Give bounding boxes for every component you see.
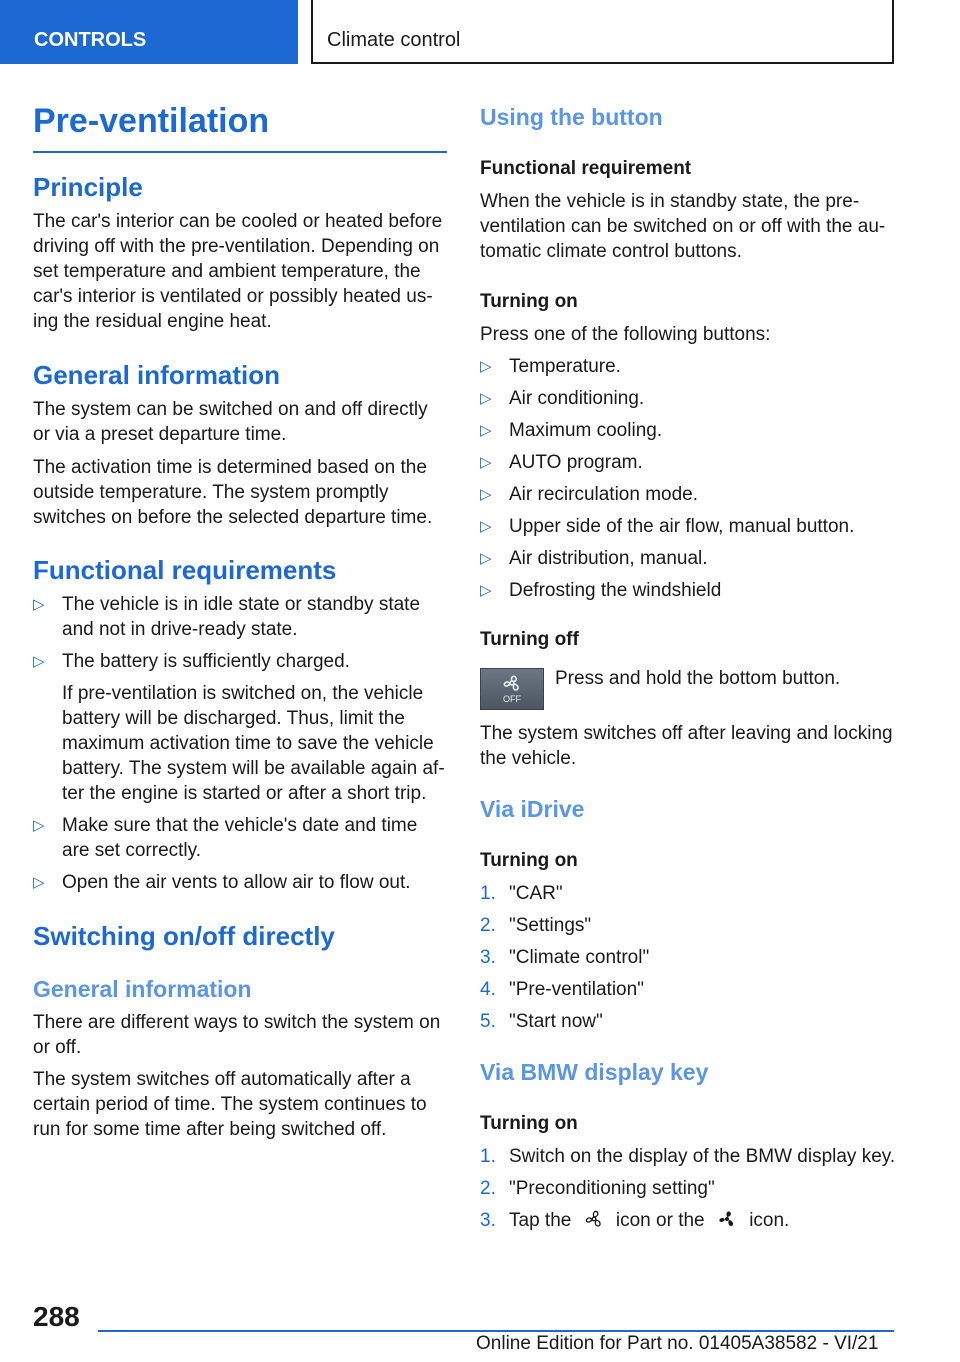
list-item xyxy=(480,482,900,507)
step-text: "Start now" xyxy=(509,1011,603,1032)
step-number: 3. xyxy=(480,947,496,968)
triangle-bullet-icon: ▷ xyxy=(480,390,492,407)
step-text: "Climate control" xyxy=(509,947,650,968)
edition-text: Online Edition for Part no. 01405A38582 - VI/21 xyxy=(476,1333,879,1354)
list-item xyxy=(33,870,447,895)
step-number: 1. xyxy=(480,883,496,904)
page-title: Pre-ventilation xyxy=(33,102,447,153)
triangle-bullet-icon: ▷ xyxy=(480,358,492,375)
list-item xyxy=(480,1176,900,1201)
list-item xyxy=(480,514,900,539)
step-text: Switch on the display of the BMW display key. xyxy=(509,1146,896,1167)
step-number: 1. xyxy=(480,1146,496,1167)
list-item-text: Air conditioning. xyxy=(509,388,645,409)
list-item xyxy=(480,354,900,379)
fan-filled-icon xyxy=(716,1208,738,1230)
triangle-bullet-icon: ▷ xyxy=(33,653,45,670)
step-text: "Preconditioning setting" xyxy=(509,1178,715,1199)
general-info-heading: General information xyxy=(33,360,281,390)
list-item-text: Air recirculation mode. xyxy=(509,484,699,505)
list-item-text: The vehicle is in idle state or standby state and not in drive-ready state. xyxy=(62,594,421,640)
triangle-bullet-icon: ▷ xyxy=(33,596,45,613)
list-item-text: Air distribution, manual. xyxy=(509,548,708,569)
turning-on-intro: Press one of the following buttons: xyxy=(480,324,771,345)
requirements-list xyxy=(33,592,447,902)
fan-off-button-icon xyxy=(480,668,544,710)
list-item xyxy=(480,881,900,906)
triangle-bullet-icon: ▷ xyxy=(480,550,492,567)
list-item xyxy=(480,418,900,443)
step-text: icon or the xyxy=(615,1210,705,1231)
turning-off-heading: Turning off xyxy=(480,629,579,650)
list-item xyxy=(480,578,900,603)
switching-p2: The system switches off automatically after a certain period of time. The system continues to run for some time after being switched off. xyxy=(33,1069,427,1140)
switching-p1: There are different ways to switch the system on or off. xyxy=(33,1012,441,1058)
chapter-header xyxy=(311,0,894,64)
triangle-bullet-icon: ▷ xyxy=(480,454,492,471)
triangle-bullet-icon: ▷ xyxy=(33,874,45,891)
list-item xyxy=(480,913,900,938)
turning-off-text: Press and hold the bottom button. xyxy=(555,668,841,689)
step-text: "CAR" xyxy=(509,883,563,904)
step-number: 4. xyxy=(480,979,496,1000)
list-item xyxy=(480,546,900,571)
list-item xyxy=(33,813,447,863)
triangle-bullet-icon: ▷ xyxy=(480,518,492,535)
list-item xyxy=(480,945,900,970)
general-info-p2: The activation time is determined based on the outside temperature. The system promptly switches on before the selected departure time. xyxy=(33,457,433,528)
display-key-turning-on-heading: Turning on xyxy=(480,1113,578,1134)
principle-heading: Principle xyxy=(33,172,143,202)
list-item-text: Make sure that the vehicle's date and time are set correctly. xyxy=(62,815,418,861)
step-text: "Pre-ventilation" xyxy=(509,979,644,1000)
section-tab xyxy=(0,0,298,64)
button-list xyxy=(480,354,900,610)
list-item-text: Temperature. xyxy=(509,356,621,377)
idrive-turning-on-heading: Turning on xyxy=(480,850,578,871)
step-text: Tap the xyxy=(509,1210,572,1231)
step-number: 5. xyxy=(480,1011,496,1032)
step-text: icon. xyxy=(749,1210,790,1231)
step-text: "Settings" xyxy=(509,915,592,936)
display-key-steps xyxy=(480,1144,900,1240)
list-item-text: Open the air vents to allow air to flow out. xyxy=(62,872,411,893)
triangle-bullet-icon: ▷ xyxy=(480,422,492,439)
functional-requirement-heading: Functional requirement xyxy=(480,158,692,179)
list-item xyxy=(480,1208,900,1233)
step-number: 2. xyxy=(480,915,496,936)
step-number: 3. xyxy=(480,1210,496,1231)
list-item-text: The battery is sufficiently charged. xyxy=(62,651,350,672)
chapter-label: Climate control xyxy=(327,29,461,51)
list-item xyxy=(33,592,447,642)
principle-text: The car's interior can be cooled or heated before driving off with the pre-ventilation. Depending on set temperature and ambient temperature, the car's interior is ventilated or possibly heated using the residual engine heat. xyxy=(33,211,443,332)
triangle-bullet-icon: ▷ xyxy=(33,817,45,834)
list-item xyxy=(480,386,900,411)
list-item xyxy=(33,649,447,806)
page-number: 288 xyxy=(33,1301,80,1332)
general-info-p1: The system can be switched on and off directly or via a preset departure time. xyxy=(33,399,428,445)
list-item xyxy=(480,1144,900,1169)
fan-icon xyxy=(495,673,529,705)
switch-off-after-text: The system switches off after leaving and locking the vehicle. xyxy=(480,723,893,769)
list-item-text: AUTO program. xyxy=(509,452,643,473)
list-item-text: Upper side of the air flow, manual button. xyxy=(509,516,855,537)
footer-divider xyxy=(98,1330,894,1332)
using-button-heading: Using the button xyxy=(480,104,663,130)
idrive-heading: Via iDrive xyxy=(480,796,585,822)
list-item xyxy=(480,977,900,1002)
list-item xyxy=(480,1009,900,1034)
battery-note: If pre-ventilation is switched on, the vehicle battery will be discharged. Thus, limit the maximum activation time to save the vehicle battery. The system will be available again after the engine is started or after a short trip. xyxy=(62,683,445,804)
button-off-label: OFF xyxy=(503,694,521,704)
list-item xyxy=(480,450,900,475)
list-item-text: Maximum cooling. xyxy=(509,420,663,441)
fan-outline-icon xyxy=(583,1208,605,1230)
requirements-heading: Functional requirements xyxy=(33,555,337,585)
display-key-heading: Via BMW display key xyxy=(480,1059,709,1085)
switching-subheading: General information xyxy=(33,976,252,1002)
functional-requirement-text: When the vehicle is in standby state, the pre-ventilation can be switched on or off with the automatic climate control buttons. xyxy=(480,191,886,262)
turning-on-heading: Turning on xyxy=(480,291,578,312)
triangle-bullet-icon: ▷ xyxy=(480,486,492,503)
idrive-steps xyxy=(480,881,900,1041)
step-number: 2. xyxy=(480,1178,496,1199)
triangle-bullet-icon: ▷ xyxy=(480,582,492,599)
section-label: CONTROLS xyxy=(34,29,147,51)
list-item-text: Defrosting the windshield xyxy=(509,580,722,601)
switching-heading: Switching on/off directly xyxy=(33,921,335,951)
